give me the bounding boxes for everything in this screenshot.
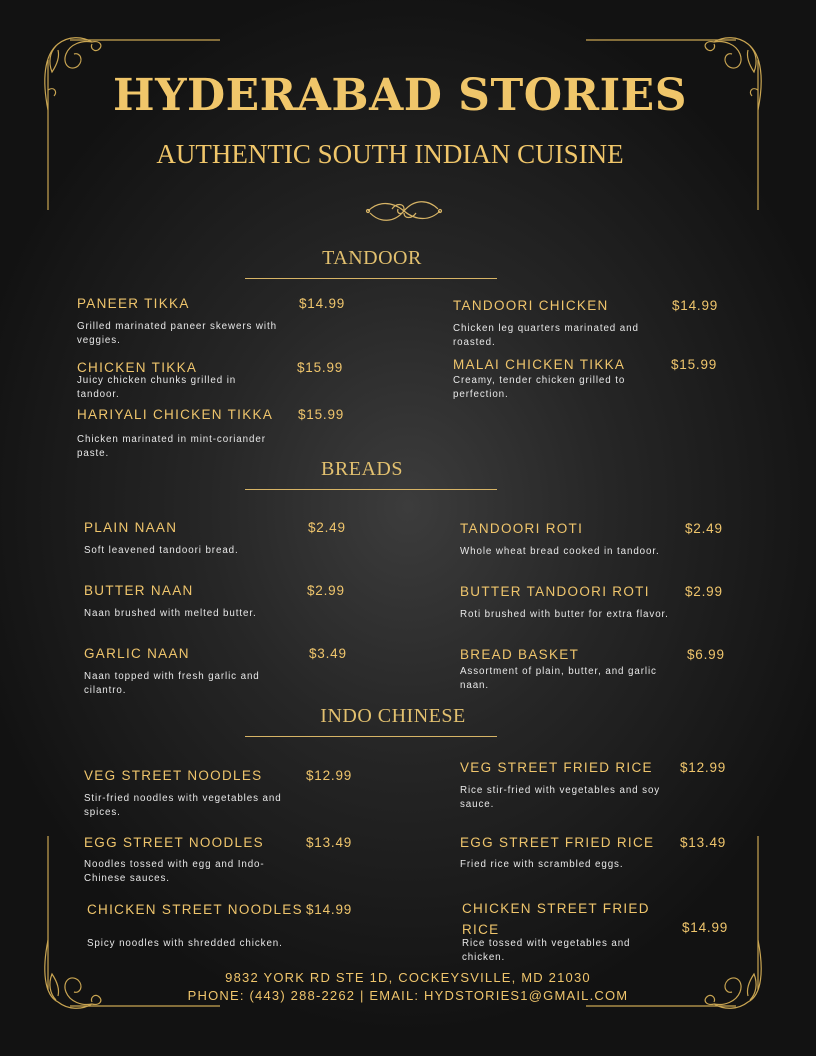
section-divider: [245, 489, 497, 490]
menu-item-name: VEG STREET NOODLES: [84, 768, 263, 783]
menu-item-description: Creamy, tender chicken grilled to perfection.: [453, 375, 626, 400]
menu-item-price: $13.49: [306, 835, 353, 850]
menu-item-price: $12.99: [306, 768, 353, 783]
menu-item-description: Whole wheat bread cooked in tandoor.: [460, 546, 660, 557]
menu-item-description: Roti brushed with butter for extra flavor.: [460, 609, 669, 620]
menu-item-name: EGG STREET FRIED RICE: [460, 835, 655, 850]
menu-item-name: PANEER TIKKA: [77, 296, 190, 311]
section-divider: [245, 278, 497, 279]
menu-item-description: Spicy noodles with shredded chicken.: [87, 938, 283, 949]
menu-item-price: $2.99: [307, 583, 345, 598]
menu-item-price: $15.99: [298, 407, 345, 422]
menu-item-price: $12.99: [680, 760, 727, 775]
menu-item-description: Grilled marinated paneer skewers with veggies.: [77, 321, 277, 346]
menu-item-description: Assortment of plain, butter, and garlic naan.: [460, 666, 657, 691]
menu-item-description: Soft leavened tandoori bread.: [84, 545, 239, 556]
menu-item-price: $13.49: [680, 835, 727, 850]
menu-item-price: $6.99: [687, 647, 725, 662]
menu-item-name: TANDOORI CHICKEN: [453, 298, 609, 313]
menu-item-description: Fried rice with scrambled eggs.: [460, 859, 624, 870]
menu-item-description: Noodles tossed with egg and Indo-Chinese sauces.: [84, 859, 265, 884]
menu-item-name: GARLIC NAAN: [84, 646, 190, 661]
flourish-ornament: [364, 195, 444, 227]
menu-item-price: $14.99: [672, 298, 719, 313]
menu-item-price: $15.99: [297, 360, 344, 375]
menu-item-description: Stir-fried noodles with vegetables and spices.: [84, 793, 282, 818]
menu-item-price: $14.99: [682, 920, 729, 935]
menu-item-name: BUTTER NAAN: [84, 583, 194, 598]
menu-item-price: $3.49: [309, 646, 347, 661]
menu-item-name: CHICKEN STREET FRIED RICE: [462, 901, 650, 937]
menu-item-description: Naan topped with fresh garlic and cilantro.: [84, 671, 260, 696]
menu-item-name: PLAIN NAAN: [84, 520, 178, 535]
restaurant-name: HYDERABAD STORIES: [113, 70, 687, 121]
footer-contact: PHONE: (443) 288-2262 | EMAIL: HYDSTORIES1@GMAIL.COM: [187, 988, 629, 1003]
menu-item-price: $14.99: [306, 902, 353, 917]
section-title-tandoor: TANDOOR: [322, 247, 422, 269]
menu-item-name: TANDOORI ROTI: [460, 521, 584, 536]
menu-item-price: $2.49: [685, 521, 723, 536]
footer-address: 9832 YORK RD STE 1D, COCKEYSVILLE, MD 21030: [225, 970, 591, 985]
menu-item-description: Juicy chicken chunks grilled in tandoor.: [77, 375, 237, 400]
menu-item-price: $15.99: [671, 357, 718, 372]
section-title-indo-chinese: INDO CHINESE: [320, 705, 466, 727]
menu-item-description: Naan brushed with melted butter.: [84, 608, 257, 619]
menu-item-description: Chicken marinated in mint-coriander paste.: [77, 434, 266, 459]
menu-item-description: Rice stir-fried with vegetables and soy sauce.: [460, 785, 661, 810]
menu-item-name: MALAI CHICKEN TIKKA: [453, 357, 626, 372]
section-divider: [245, 736, 497, 737]
restaurant-tagline: AUTHENTIC SOUTH INDIAN CUISINE: [156, 139, 624, 169]
menu-item-description: Chicken leg quarters marinated and roasted.: [453, 323, 639, 348]
section-title-breads: BREADS: [321, 458, 403, 480]
menu-item-price: $2.49: [308, 520, 346, 535]
menu-item-name: BREAD BASKET: [460, 647, 580, 662]
menu-item-name: HARIYALI CHICKEN TIKKA: [77, 407, 274, 422]
menu-item-name: VEG STREET FRIED RICE: [460, 760, 653, 775]
menu-item-name: CHICKEN STREET NOODLES: [87, 902, 303, 917]
menu-item-name: EGG STREET NOODLES: [84, 835, 264, 850]
menu-item-price: $2.99: [685, 584, 723, 599]
menu-item-description: Rice tossed with vegetables and chicken.: [462, 938, 631, 963]
menu-item-price: $14.99: [299, 296, 346, 311]
menu-item-name: BUTTER TANDOORI ROTI: [460, 584, 650, 599]
menu-item-name: CHICKEN TIKKA: [77, 360, 198, 375]
